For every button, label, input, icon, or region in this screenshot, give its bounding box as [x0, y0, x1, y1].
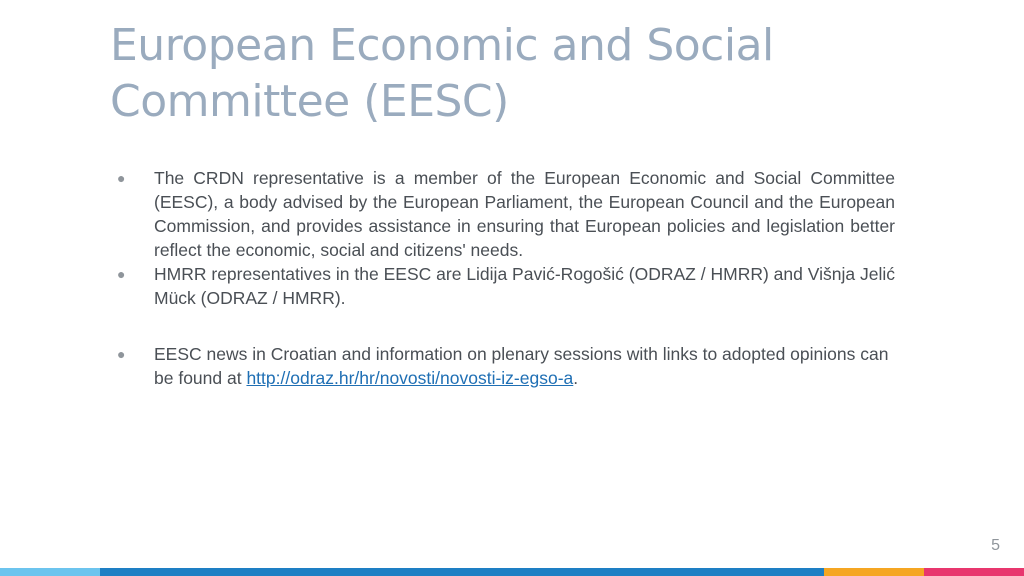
footer-bar-segment — [0, 568, 100, 576]
bullet-dot-icon: ● — [117, 266, 126, 282]
bullet-text-end: . — [573, 368, 579, 388]
bullet-dot-icon: ● — [117, 346, 126, 362]
eesc-news-link[interactable]: http://odraz.hr/hr/novosti/novosti-iz-egso-a — [246, 368, 574, 388]
footer-bar-segment — [100, 568, 824, 576]
bullet-item — [110, 166, 895, 262]
bullet-dot-icon: ● — [117, 170, 126, 186]
bullet-text: HMRR representatives in the EESC are Lidija Pavić-Rogošić (ODRAZ / HMRR) and Višnja Jelić Mück (ODRAZ / HMRR). — [154, 264, 895, 308]
bullet-item — [110, 342, 895, 390]
bullet-text: EESC news in Croatian and information on plenary sessions with links to adopted opinions can be found at — [154, 344, 889, 388]
bullet-list — [110, 166, 895, 390]
bullet-item — [110, 262, 895, 310]
page-number: 5 — [991, 537, 1000, 554]
bullet-text: The CRDN representative is a member of the European Economic and Social Committee (EESC), a body advised by the European Parliament, the European Council and the European Commission, and provides assistance in ensuring that European policies and legislation better reflect the economic, social and citizens' needs. — [154, 168, 895, 260]
footer-bar-segment — [824, 568, 924, 576]
slide-title: European Economic and Social Committee (EESC) — [110, 20, 774, 127]
footer-bar-segment — [924, 568, 1024, 576]
